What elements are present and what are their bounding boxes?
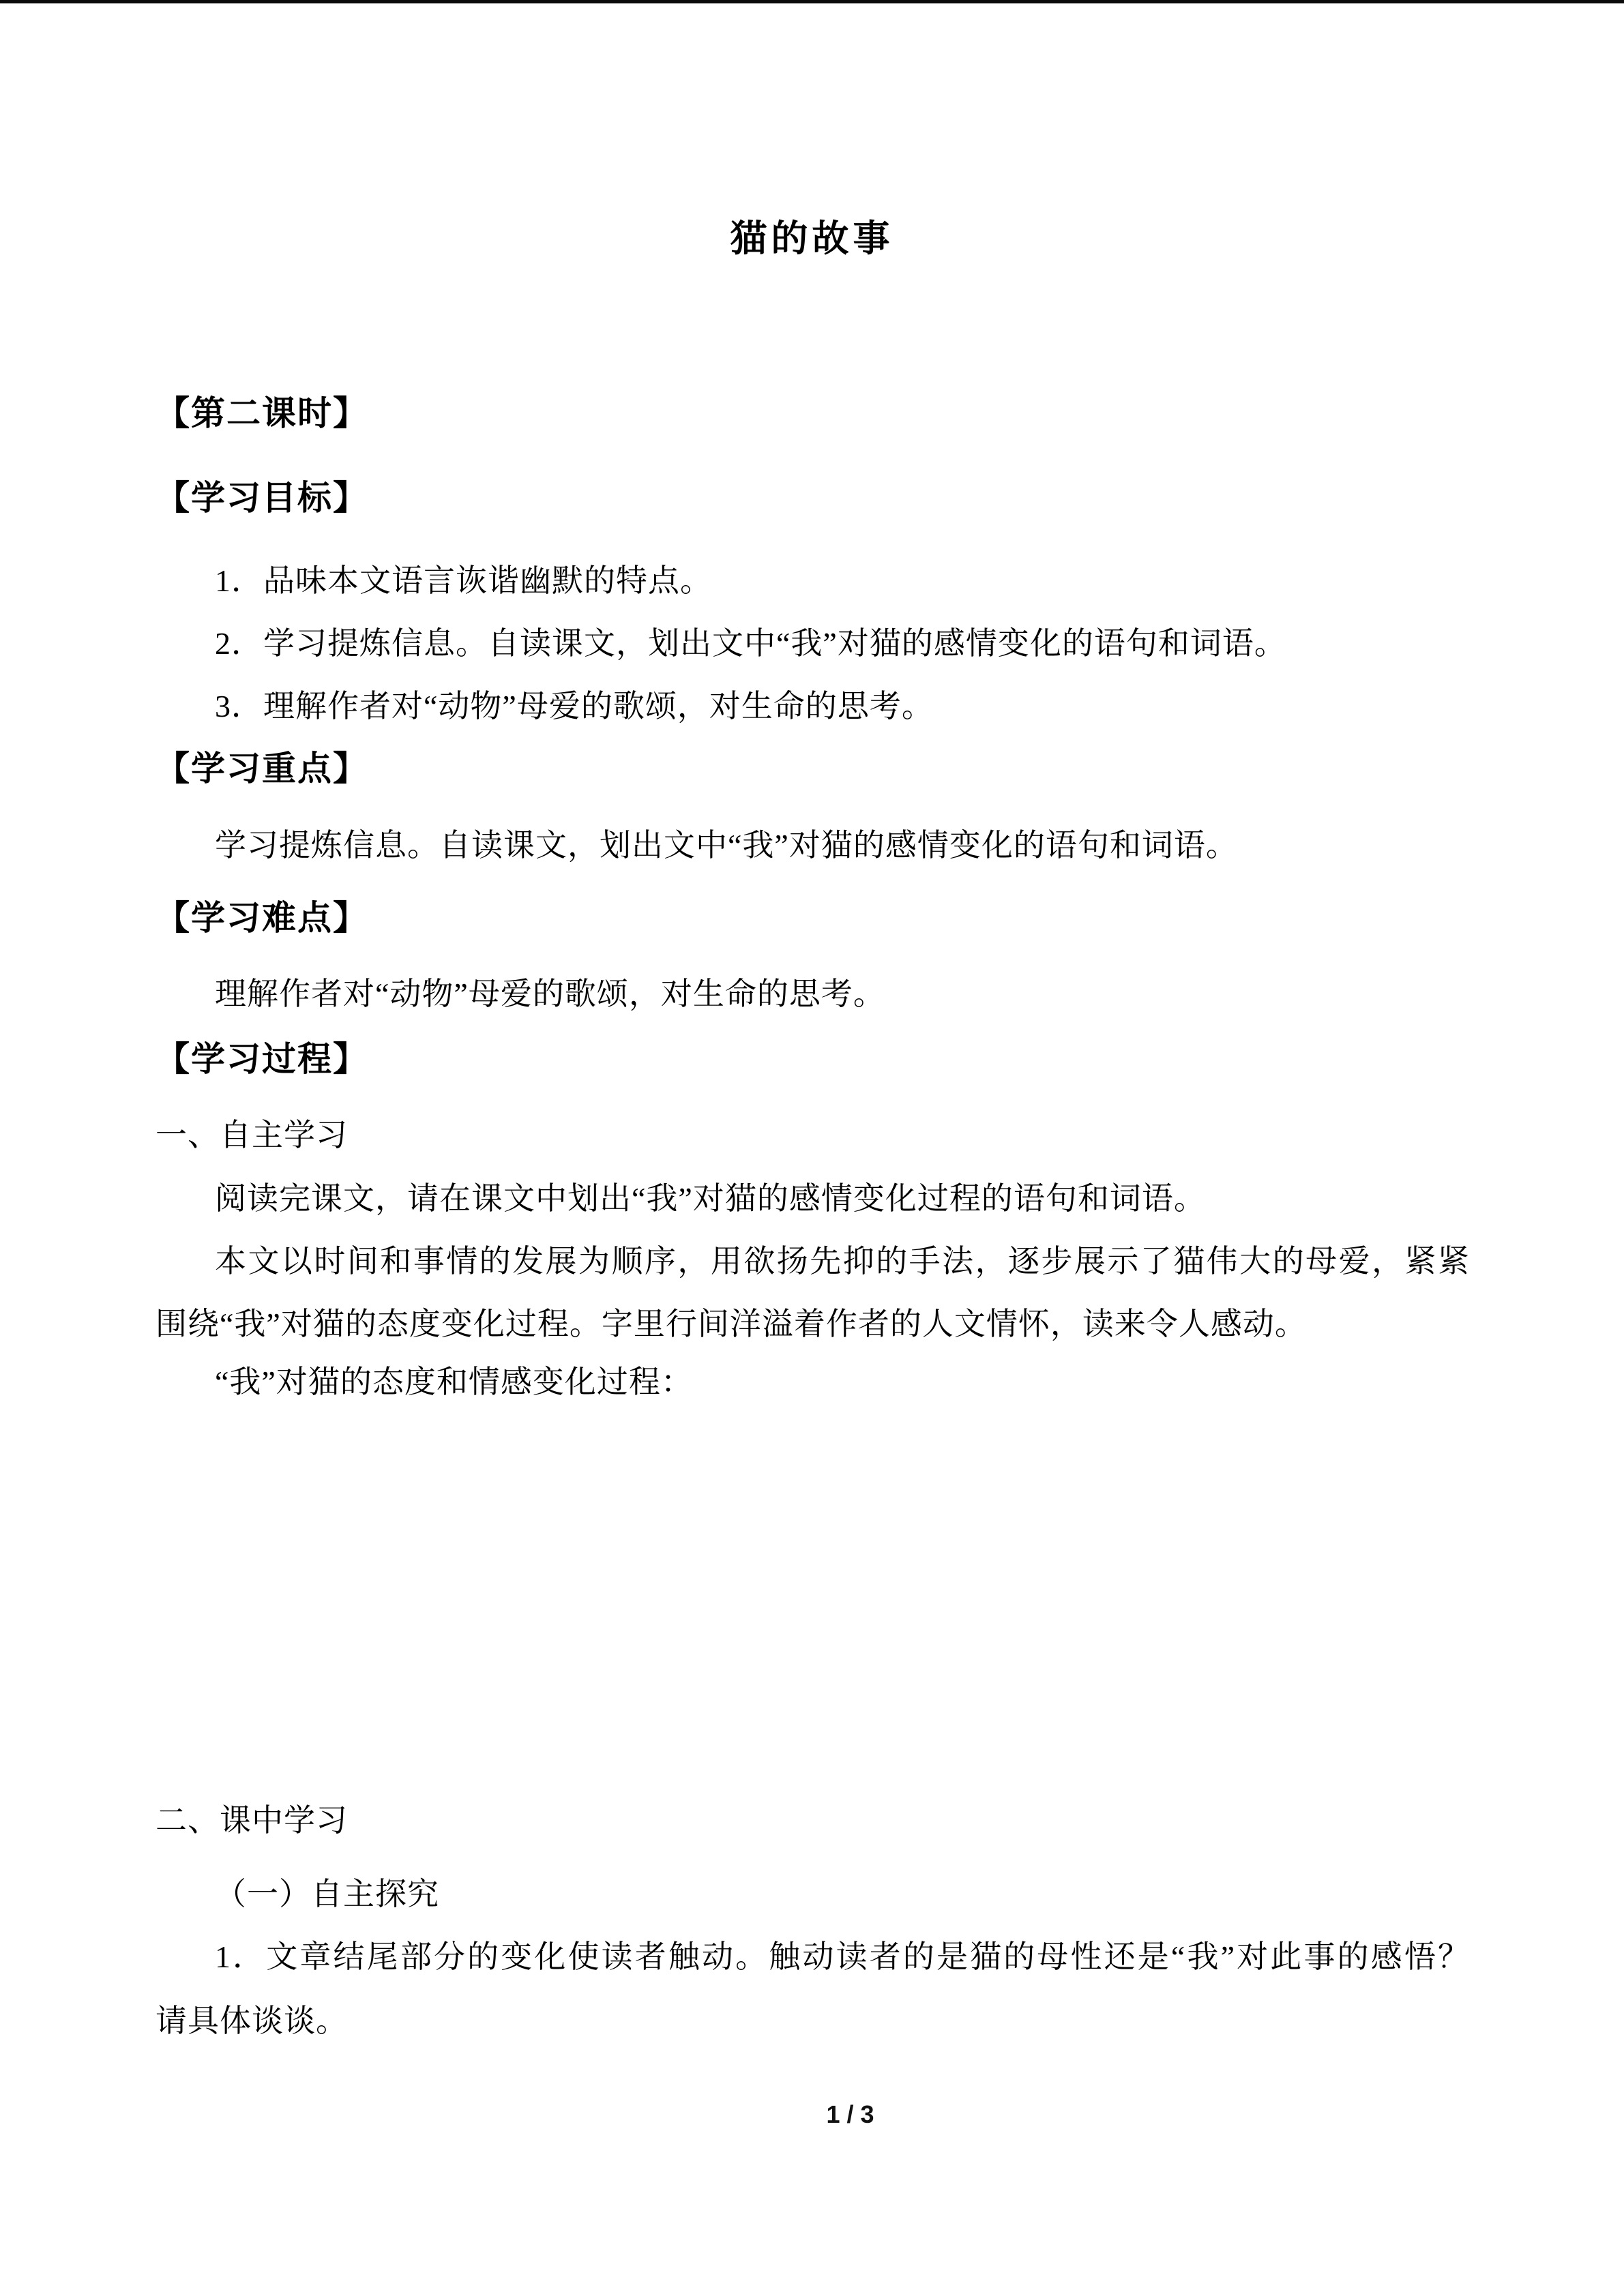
part2-question1-line-1: 1．文章结尾部分的变化使读者触动。触动读者的是猫的母性还是“我”对此事的感悟？	[215, 1939, 1470, 1974]
learning-goal-item-3: 3．理解作者对“动物”母爱的歌颂，对生命的思考。	[215, 689, 934, 724]
key-point-heading: 【学习重点】	[156, 749, 368, 788]
document-title: 猫的故事	[730, 218, 894, 259]
part1-analysis-line-1: 本文以时间和事情的发展为顺序，用欲扬先抑的手法，逐步展示了猫伟大的母爱，紧紧	[215, 1244, 1470, 1279]
difficulty-heading: 【学习难点】	[156, 899, 368, 937]
learning-goals-heading: 【学习目标】	[156, 479, 368, 517]
part2-in-class-heading: 二、课中学习	[156, 1803, 348, 1838]
page-top-border	[0, 0, 1624, 3]
learning-goal-item-1: 1．品味本文语言诙谐幽默的特点。	[215, 563, 712, 598]
part2-question1-line-2: 请具体谈谈。	[156, 2003, 348, 2038]
difficulty-body: 理解作者对“动物”母爱的歌颂，对生命的思考。	[215, 976, 885, 1011]
session-heading: 【第二课时】	[156, 394, 368, 432]
process-heading: 【学习过程】	[156, 1040, 368, 1078]
part1-instruction-line: 阅读完课文，请在课文中划出“我”对猫的感情变化过程的语句和词语。	[215, 1181, 1206, 1216]
page-number-indicator: 1 / 3	[826, 2100, 874, 2128]
part1-attitude-process-label: “我”对猫的态度和情感变化过程：	[215, 1365, 693, 1399]
part1-analysis-line-2: 围绕“我”对猫的态度变化过程。字里行间洋溢着作者的人文情怀，读来令人感动。	[156, 1307, 1307, 1341]
part2-inquiry-subheading: （一）自主探究	[215, 1877, 439, 1911]
part1-self-study-heading: 一、自主学习	[156, 1118, 348, 1152]
learning-goal-item-2: 2．学习提炼信息。自读课文，划出文中“我”对猫的感情变化的语句和词语。	[215, 626, 1286, 661]
key-point-body: 学习提炼信息。自读课文，划出文中“我”对猫的感情变化的语句和词语。	[215, 828, 1238, 863]
